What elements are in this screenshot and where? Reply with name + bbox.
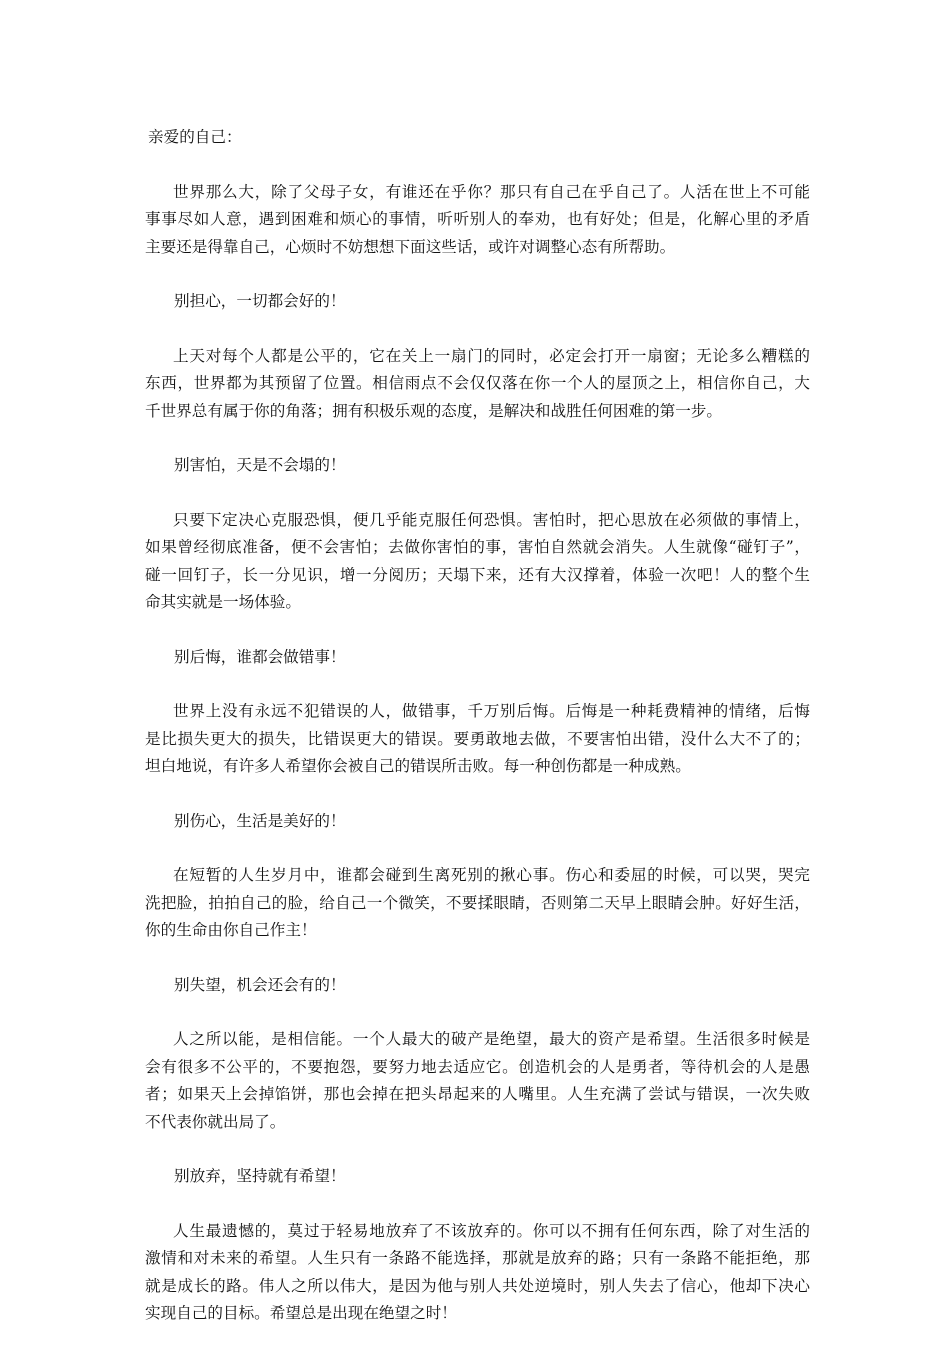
document-page (145, 124, 810, 1355)
intro-paragraph (145, 179, 810, 262)
section-paragraph (145, 1026, 810, 1136)
paragraph-line: 事事尽如人意，遇到困难和烦心的事情，听听别人的奉劝，也有好处；但是，化解心里的矛盾 (145, 210, 810, 228)
paragraph-line: 就是成长的路。伟人之所以伟大，是因为他与别人共处逆境时，别人失去了信心，他却下决心 (145, 1276, 810, 1295)
paragraph-line: 东西，世界都为其预留了位置。相信雨点不会仅仅落在你一个人的屋顶之上，相信你自己，大 (145, 374, 810, 392)
section-heading: 别后悔，谁都会做错事！ (174, 647, 346, 666)
paragraph-line: 坦白地说，有许多人希望你会被自己的错误所击败。每一种创伤都是一种成熟。 (145, 757, 691, 775)
section-heading: 别放弃，坚持就有希望！ (174, 1167, 346, 1185)
paragraph-line: 不代表你就出局了。 (145, 1112, 286, 1131)
paragraph-line: 如果曾经彻底准备，便不会害怕；去做你害怕的事，害怕自然就会消失。人生就像“碰钉子”， (145, 538, 810, 556)
paragraph-line: 你的生命由你自己作主！ (145, 921, 317, 939)
paragraph-line: 者；如果天上会掉馅饼，那也会掉在把头昂起来的人嘴里。人生充满了尝试与错误，一次失败 (145, 1085, 810, 1103)
paragraph-line: 主要还是得靠自己，心烦时不妨想想下面这些话，或许对调整心态有所帮助。 (145, 237, 676, 256)
section-paragraph (145, 507, 810, 617)
paragraph-line: 是比损失更大的损失，比错误更大的错误。要勇敢地去做，不要害怕出错，没什么大不了的； (145, 729, 810, 748)
paragraph-line: 只要下定决心克服恐惧，便几乎能克服任何恐惧。害怕时，把心思放在必须做的事情上， (173, 510, 810, 529)
paragraph-line: 在短暂的人生岁月中，谁都会碰到生离死别的揪心事。伤心和委屈的时候，可以哭，哭完 (173, 866, 810, 884)
paragraph-line: 千世界总有属于你的角落；拥有积极乐观的态度，是解决和战胜任何困难的第一步。 (145, 401, 722, 420)
section-heading: 别失望，机会还会有的！ (174, 975, 346, 994)
paragraph-line: 洗把脸，拍拍自己的脸，给自己一个微笑，不要揉眼睛，否则第二天早上眼睛会肿。好好生活， (145, 893, 810, 912)
section-heading: 别伤心，生活是美好的！ (174, 811, 346, 830)
section-paragraph (145, 1218, 810, 1328)
paragraph-line: 上天对每个人都是公平的，它在关上一扇门的同时，必定会打开一扇窗；无论多么糟糕的 (173, 346, 810, 365)
section-paragraph (145, 698, 810, 781)
section-paragraph (145, 862, 810, 945)
paragraph-line: 人生最遗憾的，莫过于轻易地放弃了不该放弃的。你可以不拥有任何东西，除了对生活的 (173, 1221, 810, 1240)
paragraph-line: 激情和对未来的希望。人生只有一条路不能选择，那就是放弃的路；只有一条路不能拒绝，那 (145, 1249, 810, 1267)
paragraph-line: 碰一回钉子，长一分见识，增一分阅历；天塌下来，还有大汉撑着，体验一次吧！人的整个生 (145, 565, 810, 584)
paragraph-line: 世界那么大，除了父母子女，有谁还在乎你？那只有自己在乎自己了。人活在世上不可能 (173, 182, 810, 201)
paragraph-line: 实现自己的目标。希望总是出现在绝望之时！ (145, 1304, 457, 1322)
section-heading: 别害怕，天是不会塌的！ (174, 456, 346, 474)
paragraph-line: 会有很多不公平的，不要抱怨，要努力地去适应它。创造机会的人是勇者，等待机会的人是愚 (145, 1057, 810, 1076)
paragraph-line: 世界上没有永远不犯错误的人，做错事，千万别后悔。后悔是一种耗费精神的情绪，后悔 (173, 702, 810, 720)
paragraph-line: 命其实就是一场体验。 (145, 593, 301, 611)
section-paragraph (145, 343, 810, 426)
greeting: 亲爱的自己： (148, 128, 242, 146)
section-heading: 别担心，一切都会好的！ (174, 292, 346, 310)
paragraph-line: 人之所以能，是相信能。一个人最大的破产是绝望，最大的资产是希望。生活很多时候是 (173, 1030, 810, 1048)
